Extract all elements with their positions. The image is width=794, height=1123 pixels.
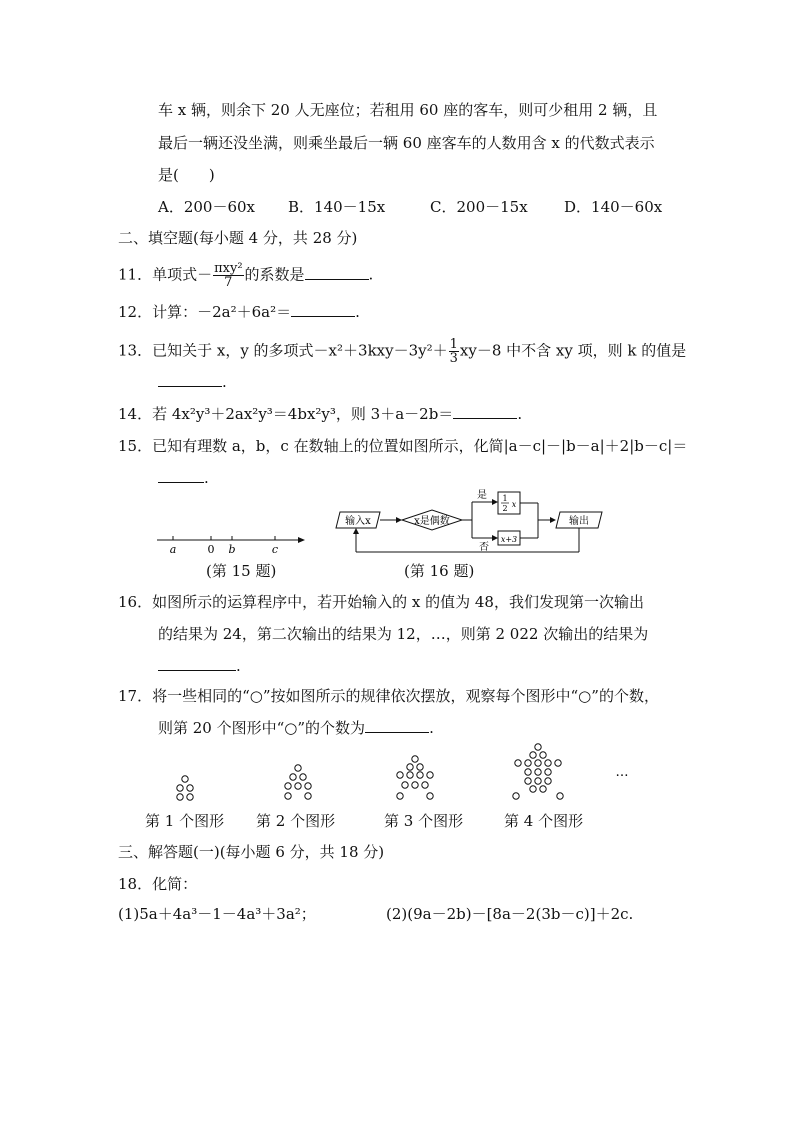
label-0: 0 xyxy=(207,543,215,556)
q17-answer-blank xyxy=(365,718,429,733)
fig17-caption-4: 第 4 个图形 xyxy=(504,812,584,830)
q17-period: . xyxy=(429,719,434,737)
label-c: c xyxy=(271,543,279,556)
q15-period: . xyxy=(204,469,209,487)
q13-post: xy－8 中不含 xy 项，则 k 的值是 xyxy=(459,341,687,360)
q18-title: 18．化简： xyxy=(118,875,198,893)
q11-num: πxy² xyxy=(214,261,243,276)
q11-den: 7 xyxy=(224,275,233,290)
q10-option-b: B．140－15x xyxy=(288,198,386,216)
output-label: 输出 xyxy=(569,516,589,527)
q15-answer-blank xyxy=(158,468,204,483)
fig15-number-line xyxy=(155,528,310,558)
q10-line3: 是( ) xyxy=(158,166,215,184)
q11 xyxy=(118,262,373,289)
q10-option-a: A．200－60x xyxy=(158,198,256,216)
q17-line2: 则第 20 个图形中“○”的个数为 xyxy=(158,719,366,737)
q17-line2-wrap xyxy=(158,718,434,738)
q14-text: 14．若 4x²y³＋2ax²y³＝4bx²y³，则 3＋a－2b＝ xyxy=(118,405,454,423)
q14 xyxy=(118,404,522,424)
q10-option-d: D．140－60x xyxy=(564,198,663,216)
pattern-ellipsis: … xyxy=(615,765,629,780)
q12-answer-blank xyxy=(291,302,355,317)
condition-label: x是偶数 xyxy=(414,516,450,527)
pattern-1 xyxy=(177,776,193,800)
label-b: b xyxy=(228,543,236,556)
q16-line2: 的结果为 24，第二次输出的结果为 12，…，则第 2 022 次输出的结果为 xyxy=(158,625,649,643)
q11-pre: 11．单项式－ xyxy=(118,265,213,284)
q14-answer-blank xyxy=(453,404,517,419)
fig17-caption-2: 第 2 个图形 xyxy=(256,812,336,830)
q13 xyxy=(118,338,686,365)
q13-period: . xyxy=(222,373,227,391)
q12 xyxy=(118,302,360,322)
label-a: a xyxy=(169,543,177,556)
fig15-caption: (第 15 题) xyxy=(206,562,277,580)
fig16-flowchart xyxy=(332,486,612,558)
q16-blank-line xyxy=(158,656,241,676)
fig16-caption: (第 16 题) xyxy=(404,562,475,580)
q18-part1: (1)5a＋4a³－1－4a³＋3a²； xyxy=(118,905,316,923)
q12-period: . xyxy=(355,303,360,321)
pattern-2 xyxy=(285,765,311,799)
section3-heading: 三、解答题(一)(每小题 6 分，共 18 分) xyxy=(118,843,385,861)
q11-fraction xyxy=(213,262,243,289)
number-line-arrow xyxy=(298,537,305,543)
no-label: 否 xyxy=(479,542,489,553)
pattern-3 xyxy=(397,756,433,799)
q14-period: . xyxy=(517,405,523,423)
q11-post: 的系数是 xyxy=(244,265,305,284)
q11-answer-blank xyxy=(305,265,369,280)
q10-line1: 车 x 辆，则余下 20 人无座位；若租用 60 座的客车，则可少租用 2 辆，且 xyxy=(158,101,658,119)
q13-den: 3 xyxy=(449,351,458,366)
q16-answer-blank xyxy=(158,656,236,671)
input-label: 输入x xyxy=(345,516,371,527)
q15-text: 15．已知有理数 a，b，c 在数轴上的位置如图所示，化简|a－c|－|b－a|＋2|b－c|＝ xyxy=(118,437,688,455)
q13-blank-line xyxy=(158,372,227,392)
q13-fraction xyxy=(449,338,459,365)
section2-heading: 二、填空题(每小题 4 分，共 28 分) xyxy=(118,229,358,247)
half-box-num: 1 xyxy=(502,494,508,503)
q15-blank-line xyxy=(158,468,209,488)
half-box-den: 2 xyxy=(502,504,508,513)
q10-line2: 最后一辆还没坐满，则乘坐最后一辆 60 座客车的人数用含 x 的代数式表示 xyxy=(158,134,655,152)
yes-label: 是 xyxy=(477,490,487,501)
q16-line1: 16．如图所示的运算程序中，若开始输入的 x 的值为 48，我们发现第一次输出 xyxy=(118,593,644,611)
pattern-4 xyxy=(513,744,563,799)
fig17-caption-3: 第 3 个图形 xyxy=(384,812,464,830)
q13-pre: 13．已知关于 x，y 的多项式－x²＋3kxy－3y²＋ xyxy=(118,341,448,360)
q17-line1: 17．将一些相同的“○”按如图所示的规律依次摆放，观察每个图形中“○”的个数， xyxy=(118,687,659,705)
q18-part2: (2)(9a－2b)－[8a－2(3b－c)]＋2c. xyxy=(386,905,634,923)
fig17-caption-1: 第 1 个图形 xyxy=(145,812,225,830)
fig17-patterns xyxy=(160,738,640,804)
q16-period: . xyxy=(236,657,241,675)
q13-num: 1 xyxy=(449,337,458,352)
q13-answer-blank xyxy=(158,372,222,387)
plus3-label: x+3 xyxy=(500,535,518,544)
q12-text: 12．计算：－2a²＋6a²＝ xyxy=(118,303,292,321)
q10-option-c: C．200－15x xyxy=(430,198,528,216)
half-box-var: x xyxy=(511,500,517,509)
q11-period: . xyxy=(368,265,374,284)
